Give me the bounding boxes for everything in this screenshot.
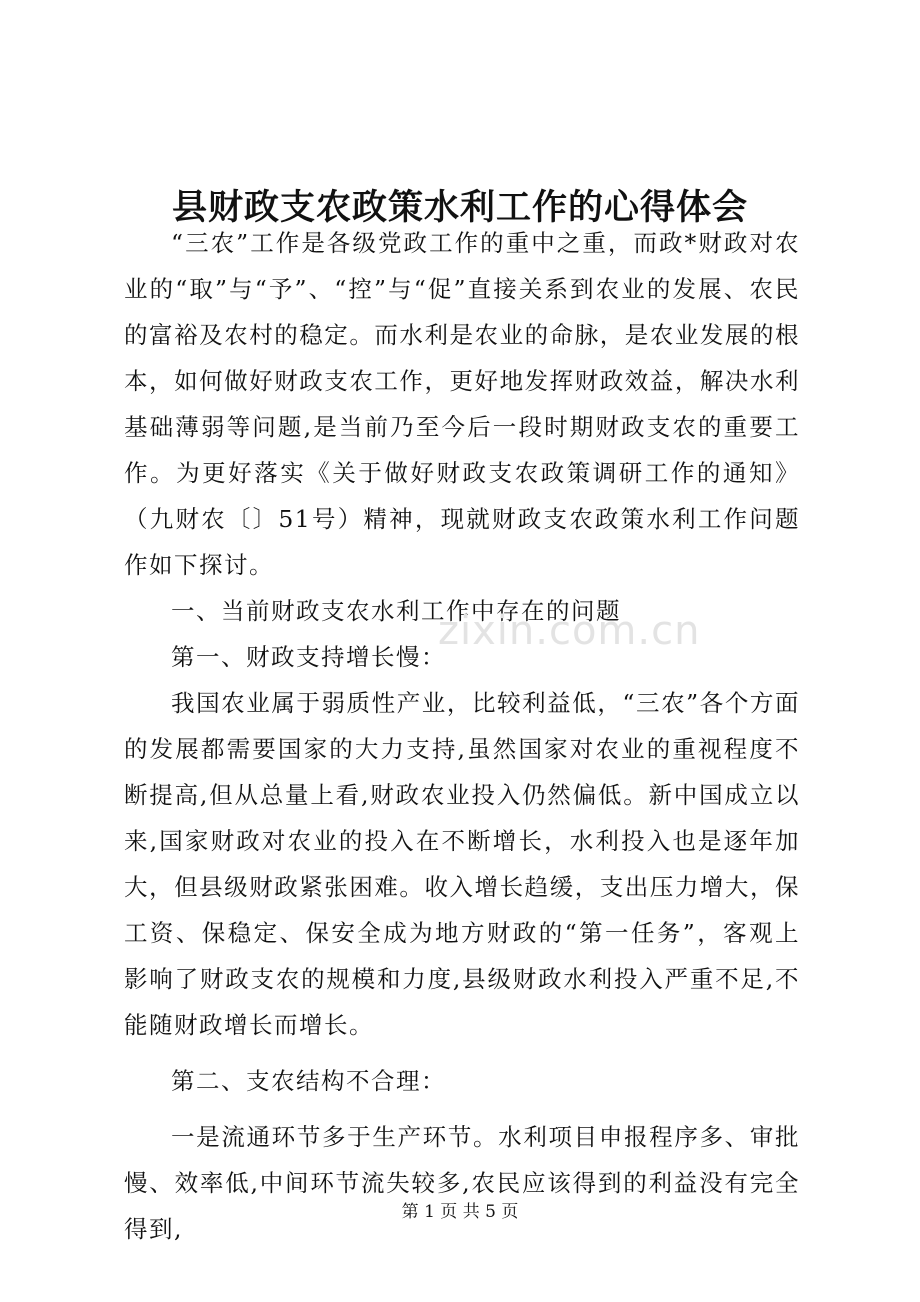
page-footer: 第 1 页 共 5 页: [401, 1202, 519, 1222]
document-body: [124, 220, 800, 1252]
document-title: 县财政支农政策水利工作的心得体会: [171, 187, 748, 229]
paragraph-structure: 一是流通环节多于生产环节。水利项目申报程序多、审批慢、效率低,中间环节流失较多,农民应该得到的利益没有完全得到,: [124, 1123, 800, 1243]
subheading-slow-growth: 第一、财政支持增长慢：: [171, 643, 446, 671]
watermark: zixin.com.cn: [438, 608, 701, 654]
paragraph-slow-growth: 我国农业属于弱质性产业，比较利益低，“三农”各个方面的发展都需要国家的大力支持,虽然国家对农业的重视程度不断提高,但从总量上看,财政农业投入仍然偏低。新中国成立以来,国家财政对农业的投入在不断增长，水利投入也是逐年加大，但县级财政紧张困难。收入增长趋缓，支出压力增大，保工资、保稳定、保安全成为地方财政的“第一任务”，客观上影响了财政支农的规模和力度,县级财政水利投入严重不足,不能随财政增长而增长。: [124, 689, 800, 1039]
section-heading-problems: 一、当前财政支农水利工作中存在的问题: [171, 597, 621, 625]
subheading-structure: 第二、支农结构不合理：: [171, 1067, 446, 1095]
paragraph-spacer: [124, 1104, 800, 1114]
paragraph-intro: “三农”工作是各级党政工作的重中之重，而政*财政对农业的“取”与“予”、“控”与“促”直接关系到农业的发展、农民的富裕及农村的稳定。而水利是农业的命脉，是农业发展的根本，如何做好财政支农工作，更好地发挥财政效益，解决水利基础薄弱等问题,是当前乃至今后一段时期财政支农的重要工作。为更好落实《关于做好财政支农政策调研工作的通知》（九财农〔〕51号）精神，现就财政支农政策水利工作问题作如下探讨。: [124, 229, 800, 579]
paragraph-spacer: [124, 1048, 800, 1058]
